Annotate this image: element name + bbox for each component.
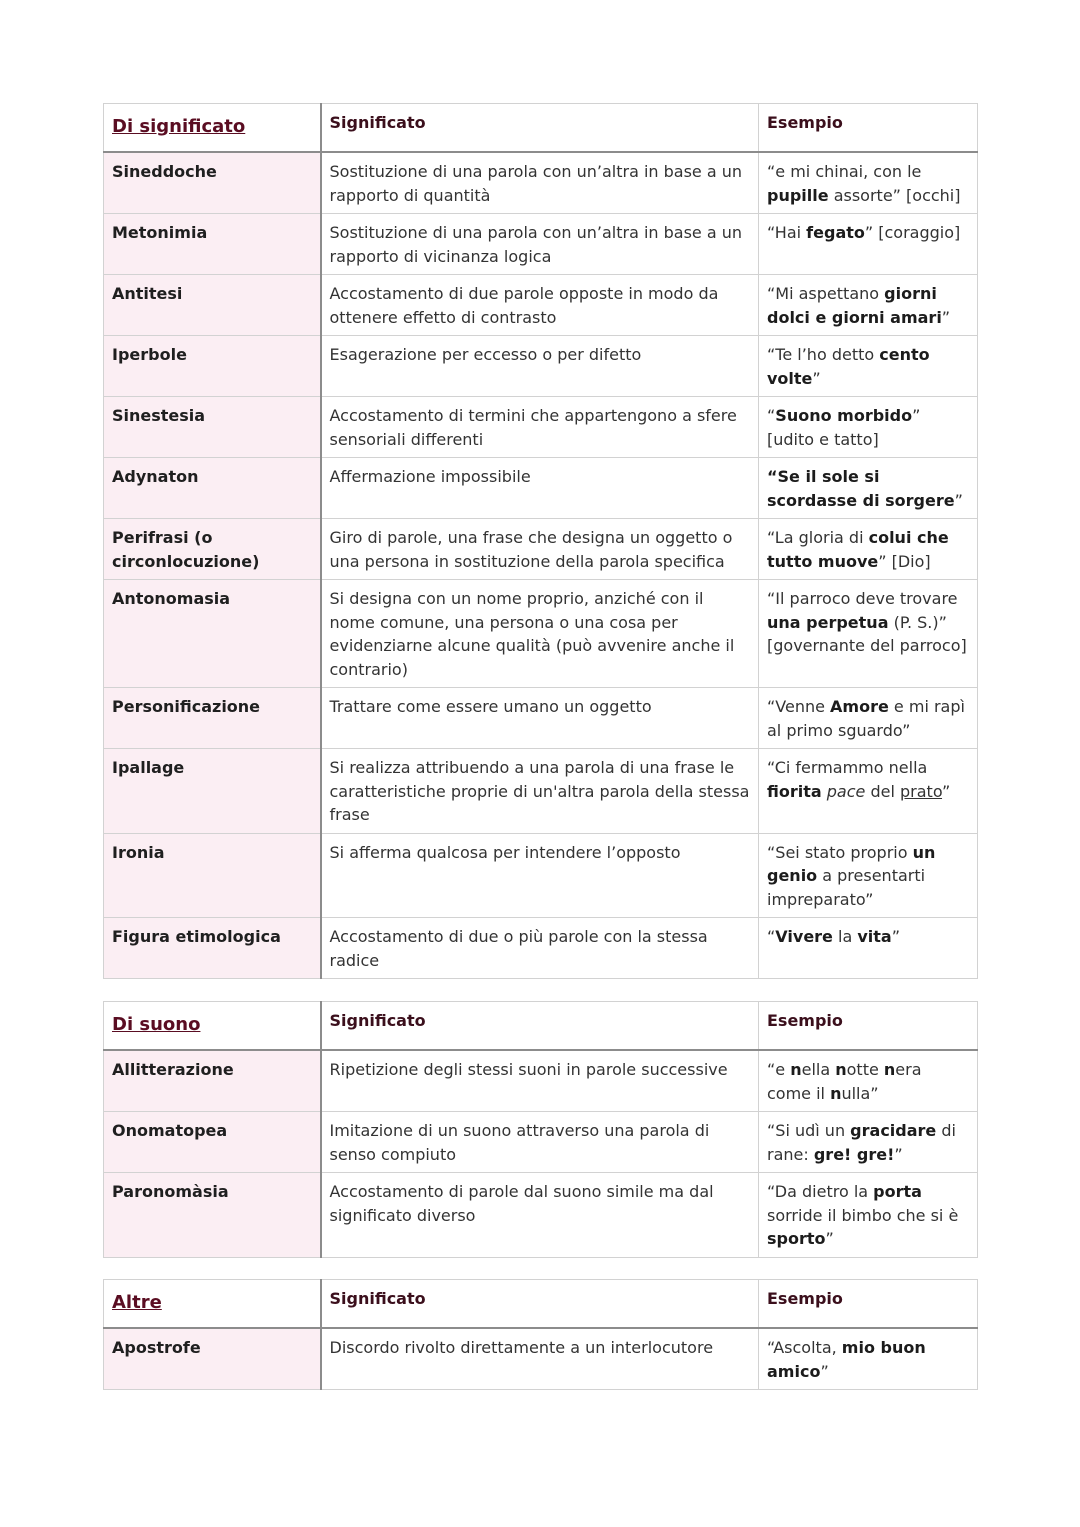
figure-definition: Affermazione impossibile (321, 458, 759, 519)
figure-term: Metonimia (104, 214, 321, 275)
example-text-segment: n (830, 1083, 842, 1103)
table-row (104, 749, 978, 834)
example-text-segment: giorni dolci e giorni amari (767, 284, 942, 327)
figure-term: Allitterazione (104, 1050, 321, 1112)
category-heading: Di significato (104, 104, 321, 153)
example-text-segment: fiorita (767, 781, 822, 801)
example-text-segment: sorride il bimbo che si è (767, 1205, 959, 1225)
example-text-segment: “ (767, 406, 776, 425)
example-text-segment: n (835, 1060, 847, 1079)
example-text-segment: n (883, 1060, 896, 1079)
example-text-segment: era come il (767, 1060, 922, 1103)
figure-definition: Giro di parole, una frase che designa un oggetto o una persona in sostituzione della parola specifica (321, 519, 759, 580)
example-text-segment: otte (846, 1060, 884, 1079)
figures-table-altre (103, 1279, 978, 1390)
example-text-segment: ” (820, 1361, 829, 1381)
figure-definition: Imitazione di un suono attraverso una parola di senso compiuto (321, 1112, 759, 1173)
table-row (104, 214, 978, 275)
figure-example (759, 833, 978, 918)
figure-example (759, 749, 978, 834)
table-row (104, 580, 978, 688)
table-row (104, 397, 978, 458)
figure-example (759, 458, 978, 519)
table-row (104, 1328, 978, 1390)
example-text-segment: Suono morbido (775, 406, 913, 425)
column-header-significato: Significato (321, 1280, 759, 1329)
figures-table-suono (103, 1001, 978, 1258)
example-text-segment: “e mi chinai, con le (767, 162, 922, 181)
figure-definition: Accostamento di due parole opposte in modo da ottenere effetto di contrasto (321, 275, 759, 336)
example-text-segment: “Venne (767, 697, 831, 716)
figures-table-significato (103, 103, 978, 979)
example-text-segment: gre! gre! (813, 1144, 895, 1164)
example-text-segment: ” (825, 1229, 834, 1248)
figure-definition: Si designa con un nome proprio, anziché con il nome comune, una persona o una cosa per evidenziarne alcune qualità (può avvenire anche il contrario) (321, 580, 759, 688)
example-text-segment: di rane: (767, 1121, 956, 1164)
example-text-segment: pace (826, 781, 866, 801)
category-heading: Di suono (104, 1002, 321, 1051)
example-text-segment: la (832, 927, 858, 946)
column-header-esempio: Esempio (759, 1002, 978, 1051)
category-heading: Altre (104, 1280, 321, 1329)
table-row (104, 519, 978, 580)
figure-example (759, 1328, 978, 1390)
figure-definition: Discordo rivolto direttamente a un interlocutore (321, 1328, 759, 1390)
example-text-segment: cento volte (767, 345, 930, 388)
example-text-segment: mio buon amico (767, 1338, 926, 1381)
example-text-segment: prato (900, 781, 943, 801)
example-text-segment: e mi rapì al primo sguardo” (767, 697, 965, 740)
figure-example (759, 1050, 978, 1112)
figure-term: Ironia (104, 833, 321, 918)
example-text-segment: ulla” (841, 1083, 879, 1103)
figure-term: Adynaton (104, 458, 321, 519)
example-text-segment: n (790, 1060, 802, 1079)
example-text-segment: ” (894, 1144, 903, 1164)
figure-example (759, 152, 978, 214)
example-text-segment: sporto (767, 1229, 826, 1248)
example-text-segment: ” (891, 927, 900, 946)
figure-definition: Ripetizione degli stessi suoni in parole successive (321, 1050, 759, 1112)
table-row (104, 336, 978, 397)
example-text-segment: assorte” [occhi] (828, 185, 961, 205)
table-row (104, 1112, 978, 1173)
figure-example (759, 1112, 978, 1173)
figure-term: Paronomàsia (104, 1173, 321, 1258)
example-text-segment: ” (942, 781, 951, 801)
table-row (104, 1173, 978, 1258)
table-row (104, 833, 978, 918)
example-text-segment: una perpetua (767, 612, 889, 632)
example-text-segment: colui che tutto muove (767, 528, 949, 571)
table-row (104, 275, 978, 336)
column-header-esempio: Esempio (759, 1280, 978, 1329)
figure-term: Perifrasi (o circonlocuzione) (104, 519, 321, 580)
example-text-segment: Amore (830, 697, 889, 716)
example-text-segment: del (865, 781, 900, 801)
table-row (104, 1050, 978, 1112)
example-text-segment: (P. S.)” [governante del parroco] (767, 612, 967, 655)
example-text-segment: porta (873, 1182, 922, 1201)
example-text-segment: vita (857, 927, 892, 946)
example-text-segment: ” (941, 307, 951, 327)
figure-example (759, 688, 978, 749)
example-text-segment: “Ci fermammo nella (767, 758, 928, 777)
example-text-segment: “Da dietro la (767, 1182, 874, 1201)
figure-example (759, 275, 978, 336)
example-text-segment: “Ascolta, (767, 1338, 842, 1357)
figure-term: Apostrofe (104, 1328, 321, 1390)
table-row (104, 918, 978, 979)
figure-term: Sinestesia (104, 397, 321, 458)
example-text-segment: ella (801, 1060, 836, 1079)
figure-term: Iperbole (104, 336, 321, 397)
figure-definition: Trattare come essere umano un oggetto (321, 688, 759, 749)
example-text-segment: fegato (806, 223, 865, 242)
example-text-segment: “Si udì un (767, 1121, 851, 1140)
example-text-segment: ” [coraggio] (864, 223, 961, 242)
example-text-segment: “Il parroco deve trovare (767, 589, 958, 608)
figure-example (759, 519, 978, 580)
figure-example (759, 580, 978, 688)
example-text-segment: Vivere (775, 927, 833, 946)
figure-term: Personificazione (104, 688, 321, 749)
figure-example (759, 918, 978, 979)
example-text-segment: un genio (767, 842, 936, 885)
figure-definition: Si afferma qualcosa per intendere l’opposto (321, 833, 759, 918)
table-row (104, 458, 978, 519)
example-text-segment: “Hai (767, 223, 807, 242)
example-text-segment: “La gloria di (767, 528, 869, 547)
example-text-segment: ” (954, 490, 963, 510)
example-text-segment: “Te l’ho detto (767, 345, 880, 364)
example-text-segment: pupille (767, 185, 829, 205)
figure-term: Onomatopea (104, 1112, 321, 1173)
figure-term: Figura etimologica (104, 918, 321, 979)
figure-definition: Sostituzione di una parola con un’altra in base a un rapporto di vicinanza logica (321, 214, 759, 275)
figure-definition: Accostamento di due o più parole con la stessa radice (321, 918, 759, 979)
example-text-segment: ” (812, 368, 821, 388)
example-text-segment: “Se il sole si scordasse di sorgere (767, 467, 955, 510)
figure-term: Ipallage (104, 749, 321, 834)
figure-example (759, 214, 978, 275)
figure-term: Antitesi (104, 275, 321, 336)
example-text-segment: “Mi aspettano (767, 284, 885, 303)
figure-definition: Sostituzione di una parola con un’altra in base a un rapporto di quantità (321, 152, 759, 214)
column-header-significato: Significato (321, 1002, 759, 1051)
figure-term: Antonomasia (104, 580, 321, 688)
figure-example (759, 336, 978, 397)
column-header-esempio: Esempio (759, 104, 978, 153)
table-row (104, 688, 978, 749)
example-text-segment: ” [Dio] (878, 551, 931, 571)
example-text-segment: a presentarti impreparato” (767, 866, 926, 909)
example-text-segment: “ (767, 927, 776, 946)
example-text-segment: “Sei stato proprio (767, 842, 913, 862)
figure-definition: Esagerazione per eccesso o per difetto (321, 336, 759, 397)
example-text-segment: ” [udito e tatto] (767, 406, 921, 449)
example-text-segment: “e (767, 1060, 791, 1079)
figure-term: Sineddoche (104, 152, 321, 214)
column-header-significato: Significato (321, 104, 759, 153)
figure-example (759, 1173, 978, 1258)
table-row (104, 152, 978, 214)
example-text-segment: gracidare (850, 1121, 937, 1140)
figure-definition: Si realizza attribuendo a una parola di una frase le caratteristiche proprie di un'altra parola della stessa frase (321, 749, 759, 834)
figure-definition: Accostamento di parole dal suono simile ma dal significato diverso (321, 1173, 759, 1258)
figure-example (759, 397, 978, 458)
figure-definition: Accostamento di termini che appartengono a sfere sensoriali differenti (321, 397, 759, 458)
